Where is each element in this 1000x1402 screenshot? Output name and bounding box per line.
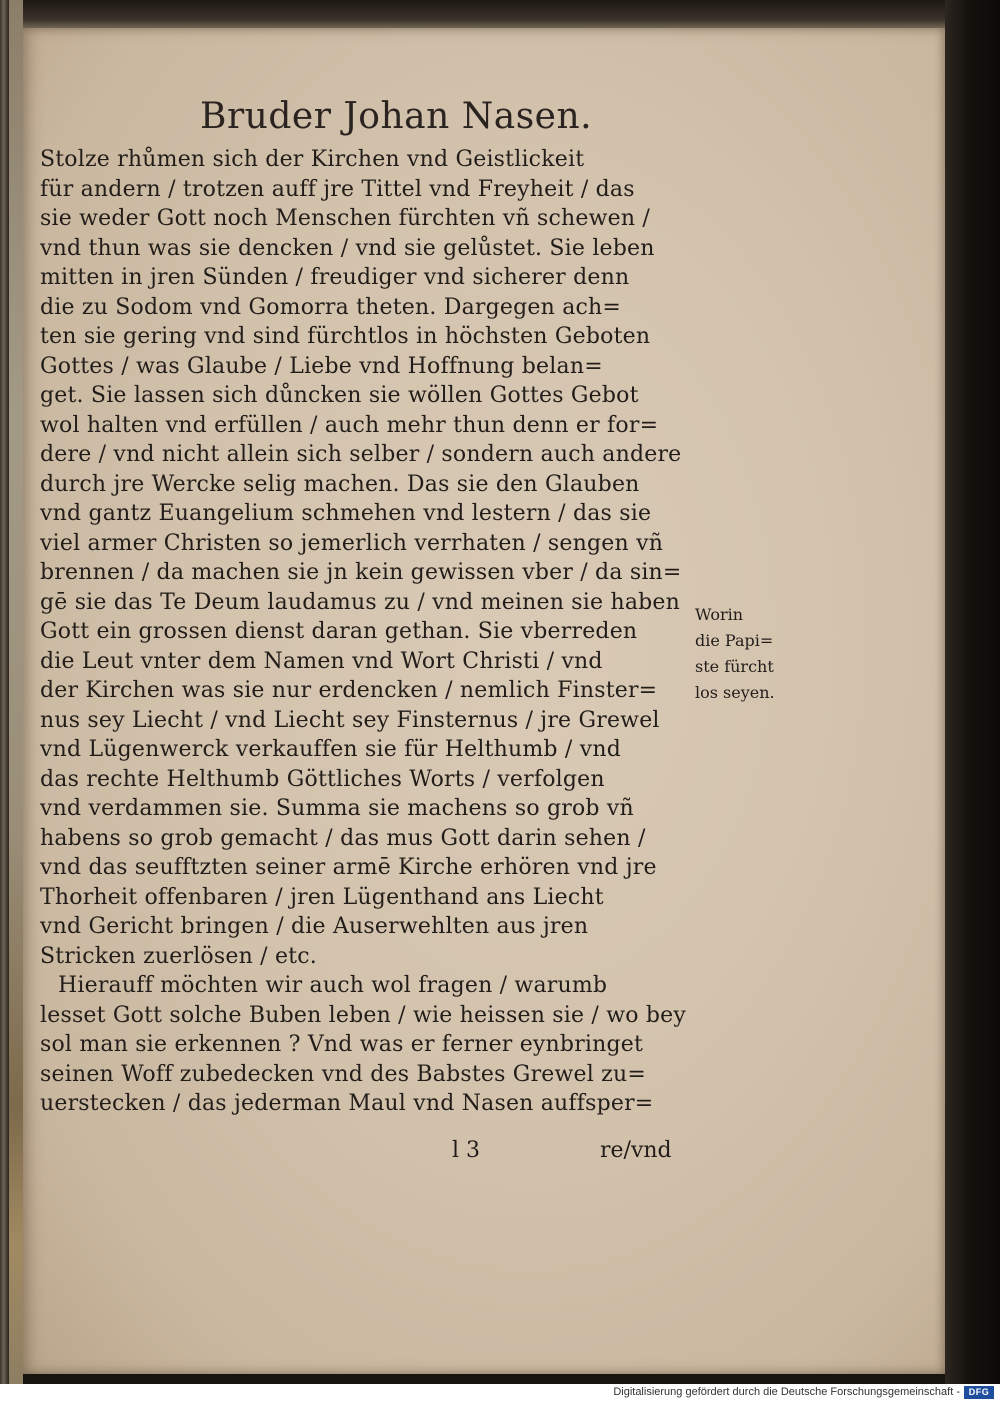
- body-line: seinen Woff zubedecken vnd des Babstes Grewel zu=: [40, 1061, 646, 1087]
- footer-credit: Digitalisierung gefördert durch die Deutsche Forschungsgemeinschaft -: [613, 1386, 960, 1398]
- body-line: uerstecken / das jederman Maul vnd Nasen auffsper=: [40, 1091, 654, 1116]
- spine-strip: [9, 0, 23, 1384]
- body-text: [40, 145, 690, 1119]
- body-line: der Kirchen was sie nur erdencken / nemlich Finster=: [40, 678, 658, 703]
- body-line: sie weder Gott noch Menschen fürchten vñ schewen /: [40, 206, 651, 231]
- body-line: ten sie gering vnd sind fürchtlos in höchsten Geboten: [40, 324, 651, 349]
- body-line: brennen / da machen sie jn kein gewissen vber / da sin=: [40, 560, 682, 585]
- body-line: vnd thun was sie dencken / vnd sie gelůstet. Sie leben: [40, 235, 655, 261]
- board-edge: [0, 0, 9, 1384]
- body-line: dere / vnd nicht allein sich selber / sondern auch andere: [40, 442, 682, 467]
- margin-note: [695, 602, 795, 706]
- body-line: Hierauff möchten wir auch wol fragen / warumb: [58, 973, 608, 998]
- body-line: Thorheit offenbaren / jren Lügenthand ans Liecht: [40, 884, 604, 910]
- margin-note-line: die Papi=: [695, 631, 774, 650]
- leaf-top-shadow: [23, 0, 945, 28]
- body-line: das rechte Helthumb Göttliches Worts / verfolgen: [40, 766, 605, 792]
- body-line: wol halten vnd erfüllen / auch mehr thun denn er for=: [40, 412, 659, 438]
- body-line: die zu Sodom vnd Gomorra theten. Dargegen ach=: [40, 294, 622, 320]
- body-line: Stolze rhůmen sich der Kirchen vnd Geistlickeit: [40, 147, 585, 172]
- margin-note-line: los seyen.: [695, 683, 775, 702]
- body-line: vnd Gericht bringen / die Auserwehlten aus jren: [40, 914, 589, 939]
- body-line: habens so grob gemacht / das mus Gott darin sehen /: [40, 825, 646, 851]
- body-line: für andern / trotzen auff jre Tittel vnd Freyheit / das: [40, 176, 635, 202]
- body-line: vnd verdammen sie. Summa sie machens so grob vñ: [40, 796, 634, 821]
- body-line: Stricken zuerlösen / etc.: [40, 943, 317, 969]
- body-line: vnd gantz Euangelium schmehen vnd lestern / das sie: [40, 501, 652, 526]
- signature-mark: l 3: [452, 1138, 481, 1163]
- body-line: mitten in jren Sünden / freudiger vnd sicherer denn: [40, 265, 630, 290]
- body-line: nus sey Liecht / vnd Liecht sey Finsternus / jre Grewel: [40, 707, 660, 733]
- body-line: vnd Lügenwerck verkauffen sie für Helthumb / vnd: [40, 737, 621, 762]
- right-gutter: [945, 0, 1000, 1384]
- body-line: get. Sie lassen sich důncken sie wöllen Gottes Gebot: [40, 383, 639, 408]
- body-line: gē sie das Te Deum laudamus zu / vnd meinen sie haben: [40, 589, 681, 615]
- body-line: lesset Gott solche Buben leben / wie heissen sie / wo bey: [40, 1002, 686, 1028]
- dfg-logo: DFG: [964, 1386, 994, 1399]
- margin-note-line: ste fürcht: [695, 657, 774, 676]
- body-line: die Leut vnter dem Namen vnd Wort Christi / vnd: [40, 648, 603, 674]
- body-line: Gottes / was Glaube / Liebe vnd Hoffnung belan=: [40, 353, 603, 379]
- body-line: vnd das seufftzten seiner armē Kirche erhören vnd jre: [40, 855, 657, 880]
- body-line: sol man sie erkennen ? Vnd was er ferner eynbringet: [40, 1032, 644, 1057]
- body-line: Gott ein grossen dienst daran gethan. Sie vberreden: [40, 619, 638, 644]
- margin-note-line: Worin: [695, 605, 744, 624]
- body-line: viel armer Christen so jemerlich verrhaten / sengen vñ: [40, 530, 664, 556]
- page-header-title: Bruder Johan Nasen.: [200, 96, 593, 137]
- catchword: re/vnd: [600, 1138, 672, 1163]
- body-line: durch jre Wercke selig machen. Das sie den Glauben: [40, 471, 640, 497]
